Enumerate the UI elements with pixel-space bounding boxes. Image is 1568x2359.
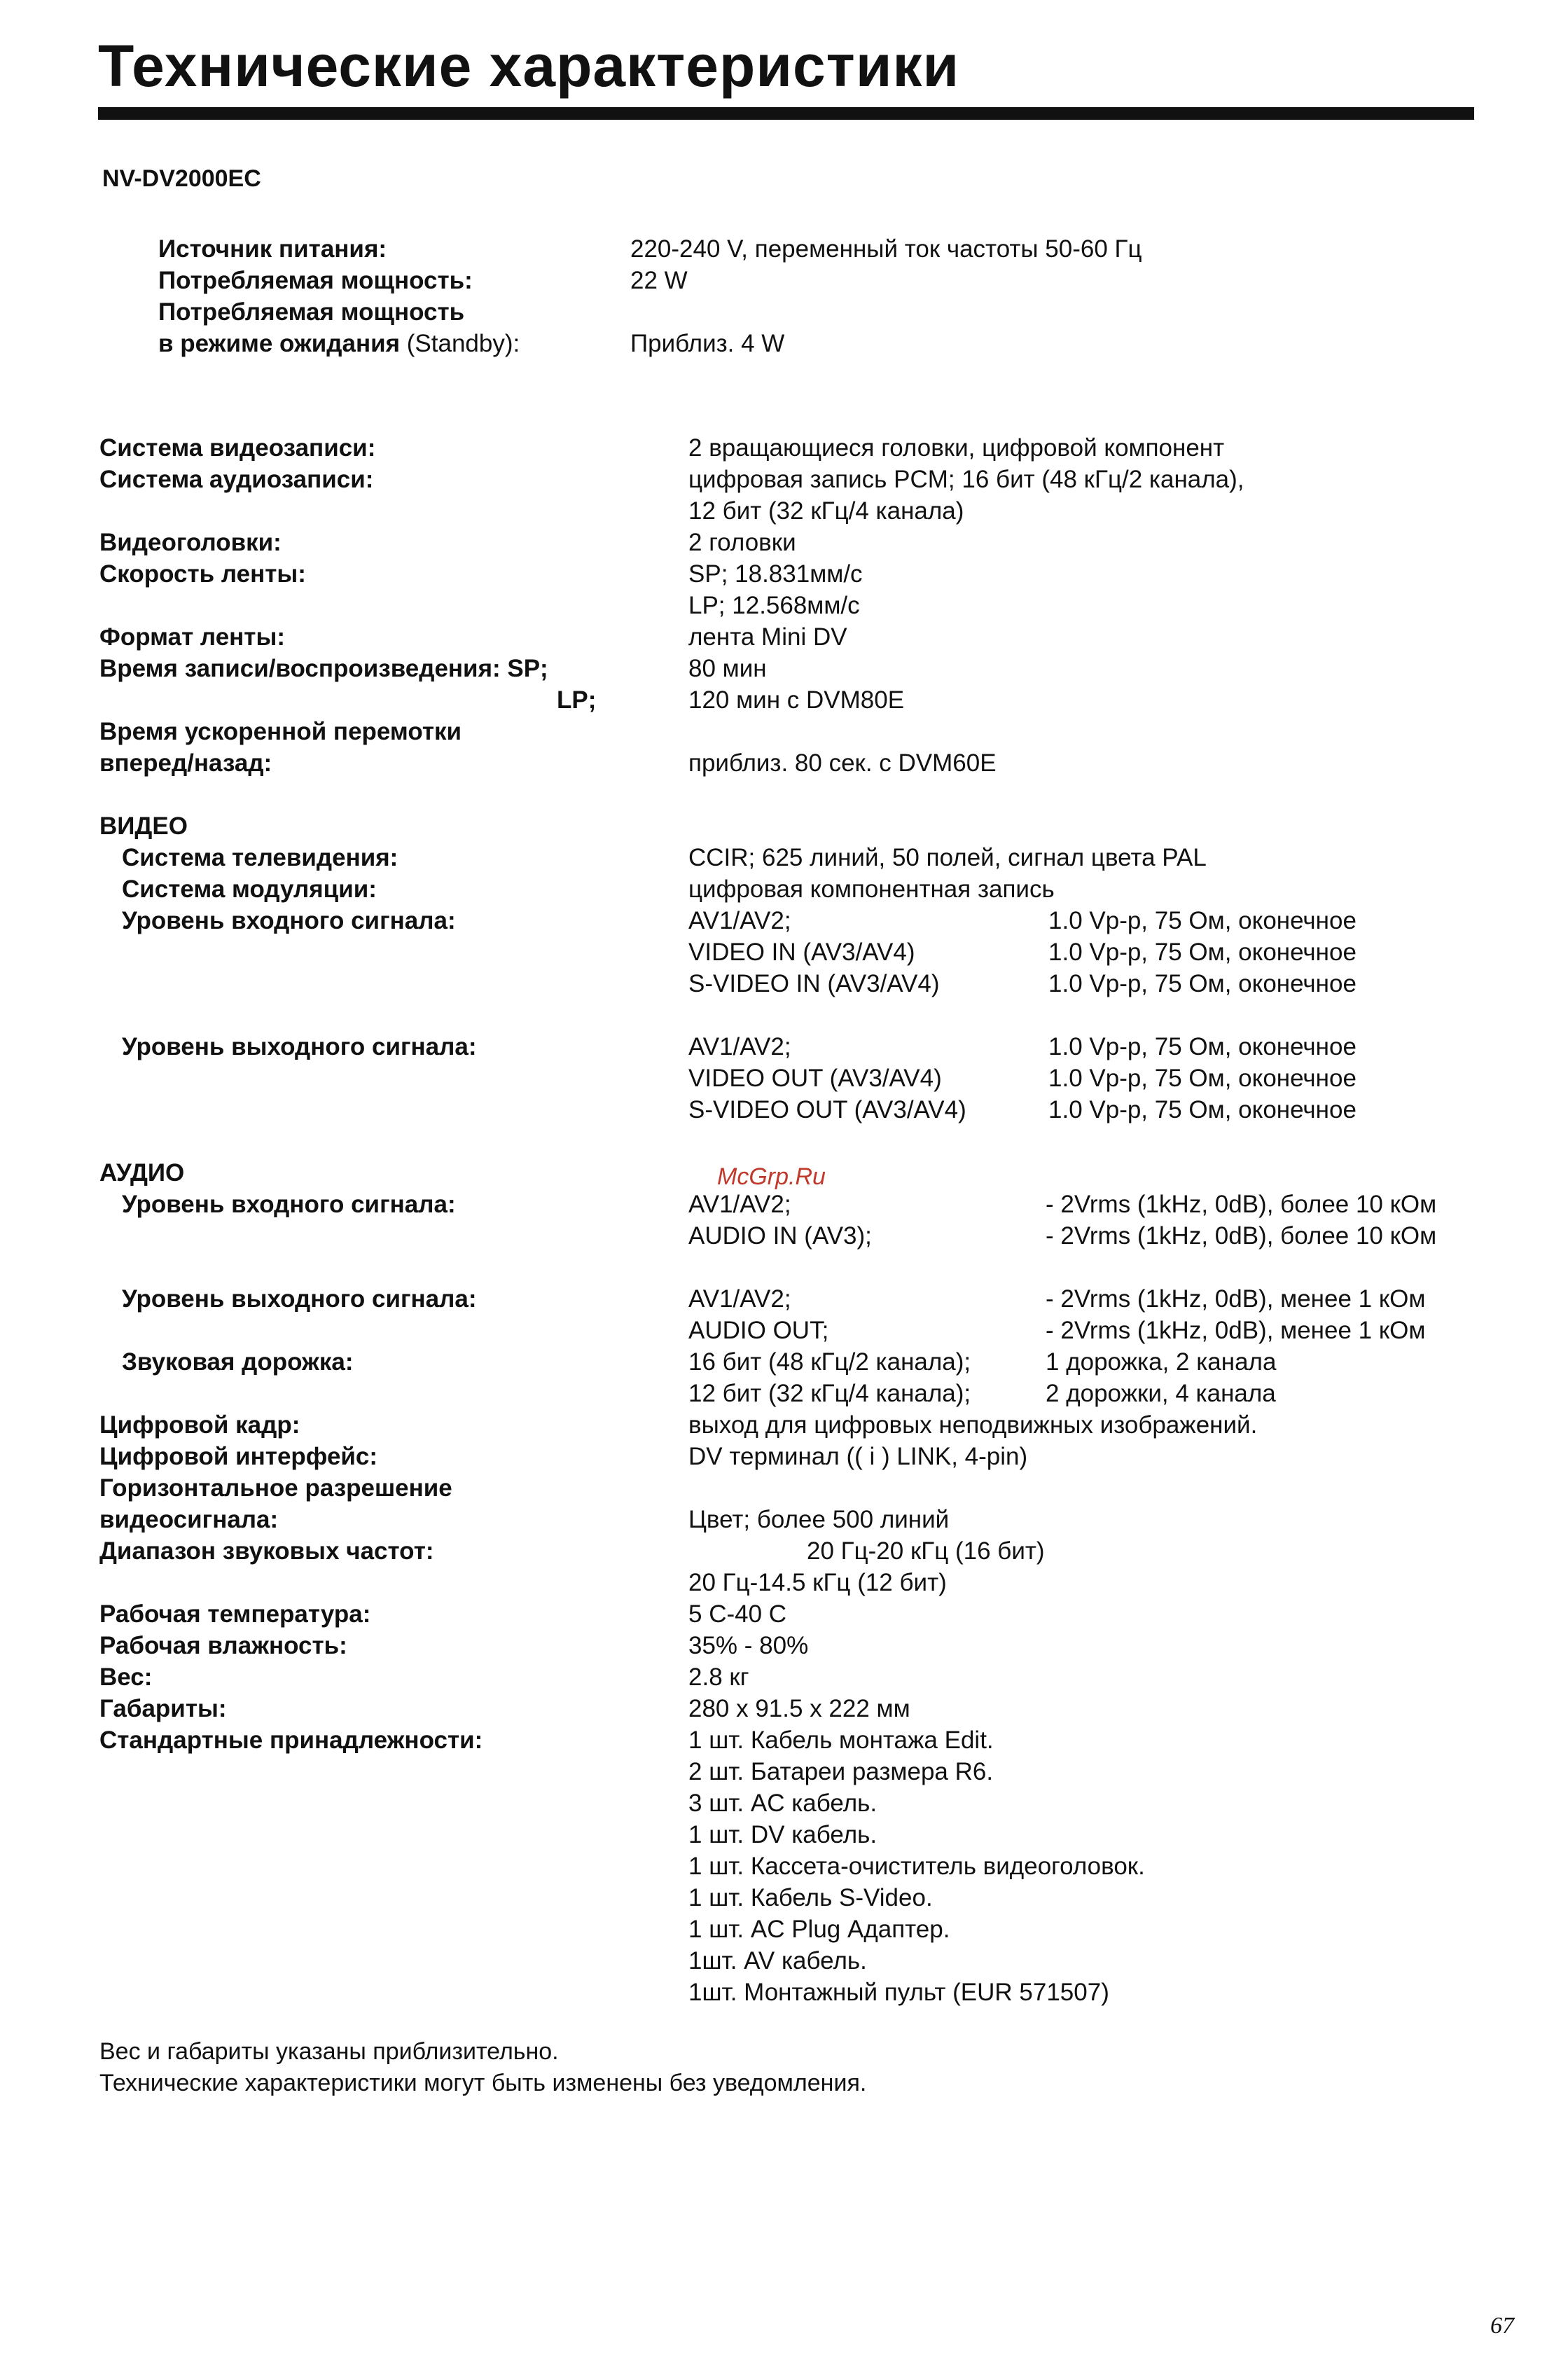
accessory-item: 1шт. Монтажный пульт (EUR 571507) xyxy=(688,1979,1109,2006)
heads-label: Видеоголовки: xyxy=(99,529,282,556)
accessories-label: Стандартные принадлежности: xyxy=(99,1727,483,1754)
digital-frame-value: выход для цифровых неподвижных изображений. xyxy=(688,1411,1258,1439)
video-in-port: AV1/AV2; xyxy=(688,907,791,934)
ffrew-label-2: вперед/назад: xyxy=(99,749,272,777)
dimensions-value: 280 x 91.5 x 222 мм xyxy=(688,1695,910,1722)
format-value: лента Mini DV xyxy=(688,623,847,651)
audio-out-spec: - 2Vrms (1kHz, 0dB), менее 1 кОм xyxy=(1046,1285,1426,1313)
audio-rec-label: Система аудиозаписи: xyxy=(99,466,374,493)
video-out-port: VIDEO OUT (AV3/AV4) xyxy=(688,1065,942,1092)
resolution-label-1: Горизонтальное разрешение xyxy=(99,1474,452,1502)
audio-rec-value-2: 12 бит (32 кГц/4 канала) xyxy=(688,497,964,525)
accessory-item: 1 шт. DV кабель. xyxy=(688,1821,877,1848)
weight-label: Вес: xyxy=(99,1663,153,1691)
audio-rec-value-1: цифровая запись PCM; 16 бит (48 кГц/2 канала), xyxy=(688,466,1244,493)
accessory-item: 1 шт. Кассета-очиститель видеоголовок. xyxy=(688,1853,1145,1880)
audio-out-port: AUDIO OUT; xyxy=(688,1317,829,1344)
modulation-label: Система модуляции: xyxy=(122,876,377,903)
temperature-label: Рабочая температура: xyxy=(99,1600,371,1628)
video-out-port: AV1/AV2; xyxy=(688,1033,791,1060)
speed-label: Скорость ленты: xyxy=(99,560,306,588)
video-in-spec: 1.0 Vp-p, 75 Ом, оконечное xyxy=(1048,939,1357,966)
dimensions-label: Габариты: xyxy=(99,1695,227,1722)
video-out-spec: 1.0 Vp-p, 75 Ом, оконечное xyxy=(1048,1033,1357,1060)
speed-value-1: SP; 18.831мм/с xyxy=(688,560,863,588)
accessory-item: 1 шт. AC Plug Адаптер. xyxy=(688,1916,950,1943)
audio-in-port: AV1/AV2; xyxy=(688,1191,791,1218)
audio-out-label: Уровень выходного сигнала: xyxy=(122,1285,477,1313)
modulation-value: цифровая компонентная запись xyxy=(688,876,1055,903)
audio-in-label: Уровень входного сигнала: xyxy=(122,1191,456,1218)
video-heading: ВИДЕО xyxy=(99,812,188,840)
audio-in-spec: - 2Vrms (1kHz, 0dB), более 10 кОм xyxy=(1046,1191,1437,1218)
freq-range-value-2: 20 Гц-14.5 кГц (12 бит) xyxy=(688,1569,947,1596)
audio-track-format: 12 бит (32 кГц/4 канала); xyxy=(688,1380,971,1407)
ffrew-value: приблиз. 80 сек. с DVM60E xyxy=(688,749,997,777)
audio-track-label: Звуковая дорожка: xyxy=(122,1348,354,1376)
tv-system-value: CCIR; 625 линий, 50 полей, сигнал цвета PAL xyxy=(688,844,1207,871)
power-consumption-value: 22 W xyxy=(630,267,688,294)
humidity-label: Рабочая влажность: xyxy=(99,1632,347,1659)
footnote: Вес и габариты указаны приблизительно. xyxy=(99,2038,559,2065)
footnote: Технические характеристики могут быть изменены без уведомления. xyxy=(99,2070,867,2096)
power-consumption-label: Потребляемая мощность: xyxy=(158,267,473,294)
format-label: Формат ленты: xyxy=(99,623,285,651)
rec-time-sp-value: 80 мин xyxy=(688,655,767,682)
audio-out-spec: - 2Vrms (1kHz, 0dB), менее 1 кОм xyxy=(1046,1317,1426,1344)
speed-value-2: LP; 12.568мм/с xyxy=(688,592,860,619)
page-title: Технические характеристики xyxy=(98,33,960,99)
tv-system-label: Система телевидения: xyxy=(122,844,398,871)
rec-time-lp-label: LP; xyxy=(557,686,597,714)
audio-in-port: AUDIO IN (AV3); xyxy=(688,1222,872,1250)
audio-heading: АУДИО xyxy=(99,1159,185,1187)
standby-label-line2: в режиме ожидания (Standby): xyxy=(158,330,520,357)
audio-track-spec: 2 дорожки, 4 канала xyxy=(1046,1380,1276,1407)
rec-time-lp-value: 120 мин с DVM80E xyxy=(688,686,905,714)
video-in-port: S-VIDEO IN (AV3/AV4) xyxy=(688,970,940,997)
video-in-port: VIDEO IN (AV3/AV4) xyxy=(688,939,915,966)
ffrew-label-1: Время ускоренной перемотки xyxy=(99,718,462,745)
rec-time-label: Время записи/воспроизведения: SP; xyxy=(99,655,548,682)
video-rec-label: Система видеозаписи: xyxy=(99,434,376,462)
title-rule xyxy=(98,107,1474,120)
audio-track-spec: 1 дорожка, 2 канала xyxy=(1046,1348,1277,1376)
digital-iface-label: Цифровой интерфейс: xyxy=(99,1443,378,1470)
model-name: NV-DV2000EC xyxy=(102,165,261,192)
video-out-port: S-VIDEO OUT (AV3/AV4) xyxy=(688,1096,966,1123)
freq-range-value-1: 20 Гц-20 кГц (16 бит) xyxy=(807,1537,1045,1565)
watermark-text: McGrp.Ru xyxy=(717,1163,826,1190)
freq-range-label: Диапазон звуковых частот: xyxy=(99,1537,434,1565)
standby-label-line1: Потребляемая мощность xyxy=(158,298,465,326)
audio-track-format: 16 бит (48 кГц/2 канала); xyxy=(688,1348,971,1376)
standby-value: Приблиз. 4 W xyxy=(630,330,785,357)
video-in-spec: 1.0 Vp-p, 75 Ом, оконечное xyxy=(1048,907,1357,934)
resolution-value: Цвет; более 500 линий xyxy=(688,1506,950,1533)
accessory-item: 1 шт. Кабель монтажа Edit. xyxy=(688,1727,994,1754)
video-rec-value: 2 вращающиеся головки, цифровой компонент xyxy=(688,434,1225,462)
video-out-label: Уровень выходного сигнала: xyxy=(122,1033,477,1060)
weight-value: 2.8 кг xyxy=(688,1663,749,1691)
audio-in-spec: - 2Vrms (1kHz, 0dB), более 10 кОм xyxy=(1046,1222,1437,1250)
power-source-value: 220-240 V, переменный ток частоты 50-60 Гц xyxy=(630,235,1142,263)
digital-iface-value: DV терминал (( i ) LINK, 4-pin) xyxy=(688,1443,1028,1470)
video-in-spec: 1.0 Vp-p, 75 Ом, оконечное xyxy=(1048,970,1357,997)
temperature-value: 5 C-40 C xyxy=(688,1600,787,1628)
accessory-item: 1 шт. Кабель S-Video. xyxy=(688,1884,933,1911)
accessory-item: 3 шт. AC кабель. xyxy=(688,1790,877,1817)
heads-value: 2 головки xyxy=(688,529,796,556)
resolution-label-2: видеосигнала: xyxy=(99,1506,279,1533)
audio-out-port: AV1/AV2; xyxy=(688,1285,791,1313)
video-out-spec: 1.0 Vp-p, 75 Ом, оконечное xyxy=(1048,1065,1357,1092)
page-number: 67 xyxy=(1490,2313,1514,2339)
accessory-item: 1шт. AV кабель. xyxy=(688,1947,867,1974)
power-source-label: Источник питания: xyxy=(158,235,387,263)
humidity-value: 35% - 80% xyxy=(688,1632,809,1659)
digital-frame-label: Цифровой кадр: xyxy=(99,1411,300,1439)
video-in-label: Уровень входного сигнала: xyxy=(122,907,456,934)
accessory-item: 2 шт. Батареи размера R6. xyxy=(688,1758,994,1785)
video-out-spec: 1.0 Vp-p, 75 Ом, оконечное xyxy=(1048,1096,1357,1123)
